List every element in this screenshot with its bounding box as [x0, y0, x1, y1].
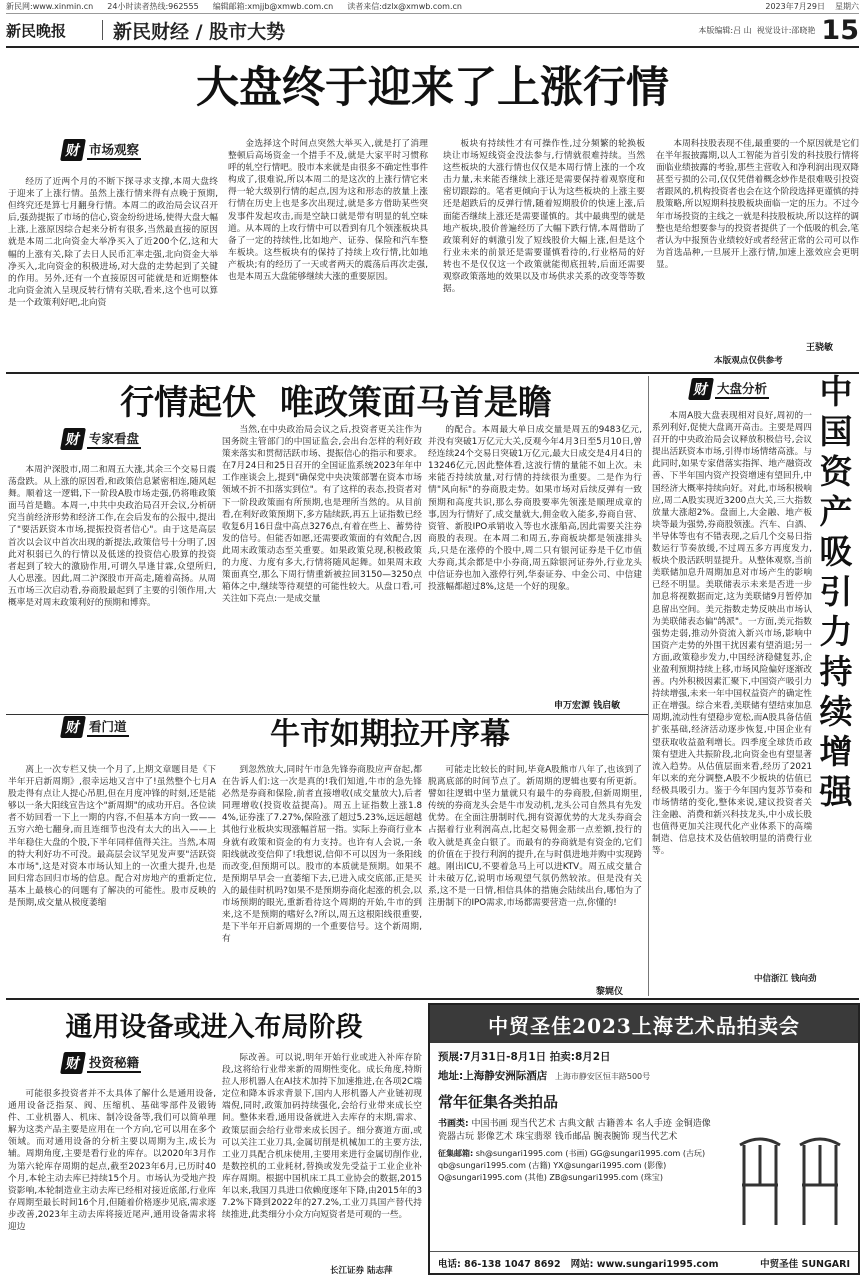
masthead-divider: [102, 20, 103, 40]
article4-col1: [8, 764, 216, 996]
article2-col3-text: 的配合。本周最大单日成交量是周五的9483亿元,并没有突破1万亿元大关,反观今年4月3日至5月10日,曾经连续24个交易日突破1万亿元,最大日成交是4月4日的13246亿元,因此整体看,这波行情的量能不如上次。未来能否持续放量,对行情的持续很为重要。二是作为行情"风向标"的券商股走势。如果市场对后续反弹有一致预期和高度共识,那么券商股要率先领涨是顺理成章的事,因为行情好了,成交量就大,佣金收入能多,券商自营、资管、新股IPO承销收入等也水涨船高,因此需要关注券商股的表现。在本周二和周五,券商板块都是领涨排头兵,只是在涨停的个股中,周二只有银河证券是千亿市值大券商,其余都是中小券商,周五除银河证券外,行业龙头中信证券也加入涨停行列,华泰证券、中金公司、中信建投涨幅都超过8%,这是一个好的现象。: [428, 425, 642, 593]
masthead: [6, 14, 859, 48]
ad-categories-body: 中国书画 现当代艺术 古典文献 古籍善本 名人手迹 金铜造像 瓷器古玩 影像艺术 珠宝翡翠 钱币邮品 腕表腕饰 现当代艺术: [438, 1119, 711, 1142]
designer-line: 视觉设计:邵晓艳: [756, 25, 816, 35]
cai-logo-icon: 财: [60, 1052, 86, 1074]
ad-headline: 常年征集各类拍品: [438, 1093, 559, 1111]
kicker-label: 专家看盘: [87, 429, 141, 449]
article5-col1: [8, 1088, 216, 1276]
ad-website: 网站: www.sungari1995.com: [570, 1258, 719, 1270]
section-rule-1: [6, 372, 859, 374]
article1-col2-text: 金选择这个时间点突然大举买入,就是打了消理整顿后高场资金一个措手不及,就是大家平时习惯称呼的轧空行情吧。股市本来就是由很多不确定性事件构成了,很难说,所以本周二的是这次的上涨行情它来得一轮大级别行情的起点,因为这和形态的放量上涨行情在历史上也是多次出现过,就是多方借助某些突发事件发起攻击,而是空缺口就是带有明显的轧空味道。从本周的上攻行情中可以看到有几个领涨板块具备了一定的持续性,比如地产、证券、保险和汽车整车板块。这些板块有的保持了持续上攻行情,比如地产板块;有的经历了一天或者两天的震荡后再次走强,也是本周五大盘能够继续大涨的重要原因。: [228, 139, 428, 283]
article2-col3: [428, 424, 642, 688]
ad-footer: [430, 1251, 858, 1273]
article4-col2: [222, 764, 422, 996]
editor-email: 编辑邮箱:xmjjb@xmwb.com.cn: [212, 2, 334, 11]
article4-kicker: [62, 716, 129, 738]
article1-col1: [8, 176, 218, 368]
kicker-label: 投资秘籍: [87, 1053, 141, 1073]
article3-vertical-title: 中国资产吸引力持续增强: [819, 372, 853, 811]
section-title: 新民财经 / 股市大势: [113, 20, 286, 43]
ad-emails-head: 征集邮箱:: [438, 1149, 474, 1158]
article1-col2: [228, 138, 428, 368]
cai-logo-icon: 财: [688, 378, 714, 400]
article5-author: 长江证券 陆志萍: [330, 1266, 393, 1276]
paper-name: 新民晚报: [6, 21, 67, 40]
article1-col4-text: 本周科技股表现不佳,最重要的一个原因就是它们在半年报披露期,以人工智能为首引发的科技股行情将面临业绩披露的考验,那些主营收入和净利润出现双降甚至亏损的公司,仅仅凭借着概念炒作是很难吸引投资者跟风的,机构投资者也会在这个阶段选择更谨慎的持股策略,所以短期科技股板块面临一定的压力。不过今年市场投资的主线之一就是科技股板块,所以这样的调整也是给想要参与的投资者提供了一个低吸的机会,笔者认为中报预告业绩较好或者经营正常的公司可以作为首选品种,一旦展开上涨行情,加速上涨效应会更明显。: [656, 139, 859, 270]
article5-col2-text: 际改善。可以说,明年开始行业或进入补库存阶段,这将给行业带来新的周期性变化。成长角度,特斯拉人形机器人在AI技术加持下加速推进,在各项2C端定位和降本诉求背景下,国内人形机器人产业链初现端倪,同时,政策加码持续强化,会给行业带来成长空间。整体来看,通用设备就进入去库存的末期,需求、政策层面会给行业带来成长因子。细分赛道方面,或可以关注工业刀具,金属切削是机械加工的主要方法,工业刀具配合机床使用,主要用来进行金属切削作业,是数控机的工业耗材,替换或发先受益于工业企业补库存周期。根据中国机床工具工业协会的数据,2015年以来,我国刀具进口依赖度逐年下降,由2015年的37.2%下降到2022年的27.2%,工业刀具国产替代持续推进,此类细分小众方向短资者是可观的一些。: [222, 1053, 422, 1221]
cai-logo-icon: 财: [60, 428, 86, 450]
kicker-label: 市场观察: [87, 140, 141, 160]
article2-kicker: [62, 428, 141, 450]
article4-col2-text: 到忽然放大,同时午市急先锋券商股应声奋起,都在告诉人们:这一次是真的!我们知道,牛市的急先锋必然是券商和保险,前者直接增收(成交量放大),后者同理增收(投资收益提高)。周五上证指数上涨1.84%,证券涨了7.27%,保险涨了超过5.23%,远远超越其他行业板块实现涨幅首屈一指。实际上券商行业本身就有政策和资金的有力支持。也许有人会说,一条阳线就改变信仰了!我想说,信仰不可以因为一条阳线而改变,但预期可以。股市的本质就是预期。如果不是预期早早会一直萎缩下去,已进入成交底部,正是买入的最佳时机吗?如果不是预期券商化起涨的机会,以市场预期的眼光,重新看待这个周期的开始,牛市的到来,这不是预期的嗜好么?所以,周五这根阳线很重要,是下半年开启新周期的一个重要信号。这个新周期,有: [222, 765, 422, 945]
article3-author: 中信浙江 钱向劲: [754, 974, 817, 984]
page-number: 15: [821, 14, 859, 46]
article5-kicker: [62, 1052, 141, 1074]
issue-date: 2023年7月29日: [765, 2, 825, 11]
column-divider: [648, 376, 649, 996]
article5-col2: [222, 1052, 422, 1262]
ad-categories-head: 书画类:: [438, 1119, 469, 1129]
disclaimer: 本版观点仅供参考: [714, 356, 783, 366]
article4-col3-text: 可能走比较长的时间,毕竟A股熊市八年了,也该到了脱离底部的时间节点了。新周期的逻辑也要有所更新。譬如往逻辑中坚力量就只有最牛的券商股,但新周期里,传统的券商龙头会是牛市发动机,龙头公司自然具有先发优势。在全面注册制时代,拥有资源优势的大龙头券商会占据着行业利润高点,比起交易佣金那一点差额,投行的收入就是真金白银了。而最有的券商就是有资金的,它们的价值在于投行利润的提升,在与时俱进地并购中实现跨越。刚出ICU,不要着急马上可以进KTV。周五成交量合计未破万亿,说明市场观望气氛仍然较浓。但是没有关系,这不是一日情,相信具体的措施会陆续出台,哪怕为了注册制下的IPO需求,市场都需要营造一点,你懂的!: [428, 765, 642, 909]
article1-col4: [656, 138, 859, 314]
site-url: 新民网:www.xinmin.cn: [6, 2, 94, 11]
ad-categories: [430, 1116, 730, 1146]
chairs-illustration-icon: [730, 1125, 850, 1235]
cai-logo-icon: 财: [60, 139, 86, 161]
article3-body-text: 本周A股大盘表现相对良好,周初的一系列利好,促使大盘离开高击。主要是周四召开的中央政治局会议释放积极信号,会议提出活跃资本市场,引得市场情绪高涨。与此同时,如果专家借落实指挥、地产融资改善、下半年国内资产投资增速有望回升,中国经济大概率持续向好。对此,市场积极响应,周二A股实现近3200点大关,三大指数放量大涨超2%。盘面上,大金融、地产板块等最为强势,券商股领涨。汽车、白酒、半导体等也有不错表现,之后几个交易日指数运行节奏放缓,不过周五多方再度发力,板块个股活跃明显提升。从整体观察,当前美联储加息升周期加息对市场产生的影响已经不明显。美联储表示未来是否进一步加息将视数据而定,这为美联储9月暂停加息留出空间。美元指数走势反映出市场认为美联储表态偏"鸽派"。一方面,美元指数强势走弱,推动外资流入新兴市场,影响中国资产走势的外围干扰因素有望消退;另一方面,政策稳步发力,中国经济稳健复苏,企业盈利预期持续上移,市场风险偏好逐渐改善。内外积极因素汇聚下,中国资产吸引力持续增强,未来一年中国权益资产的确定性正在增强。综合来看,美联储有望结束加息周期,流动性有望稳步宽松,而A股具备估值扩张基础,经济活动逐步恢复,中国企业有望获取收益盈利增长。四季度全球货币政策有望进入共振阶段,北向资金也有望显著流入趋势。从估值层面来看,经历了2021年以来的充分调整,A股不少板块的估值已经极具吸引力。鉴于今年国内复苏节奏和市场情绪的变化,整体来说,建议投资者关注金融、消费和新兴科技龙头,中小成长股也值得更加关注现代化产业体系下的高端制造、信息技术及估值较明显的消费行业等。: [652, 411, 812, 857]
section-rule-3: [6, 998, 859, 1000]
reader-email: 读者来信:dzlx@xmwb.com.cn: [347, 2, 462, 11]
article4-headline: 牛市如期拉开序幕: [270, 717, 510, 752]
article1-author: 王骁敏: [806, 343, 834, 353]
article1-col1-text: 经历了近两个月的不断下探寻求支撑,本周大盘终于迎来了上涨行情。虽然上涨行情来得有点晚于预期,但终究还是算七月翻身行情。本周二的政治局会议召开后,强劲提振了市场的信心,资金纷纷进场,使得大盘大幅上涨,上涨原因综合起来分析有很多,当然最直接的原因就是本周二北向资金大举净买入了近200个亿,这和大幅的上涨有关,除了去日人民币汇率走强,北向资金大举净买入,北向资金的积极进场,对大盘的走势起到了关键的作用。另外,还有一个直接原因可能就是和近期整体北向资金流入呈现反转行情有关联,看来,这个也可以算是一个政策利好吧,北向资: [8, 177, 218, 308]
cai-logo-icon: 财: [60, 716, 86, 738]
top-info-bar: [6, 0, 859, 14]
kicker-label: 大盘分析: [715, 379, 769, 399]
ad-address-line: 地址:上海静安洲际酒店: [438, 1070, 548, 1082]
article2-col1-text: 本周沪深股市,周二和周五大涨,其余三个交易日震荡盘跌。从上涨的原因看,和政策信息紧密相连,随风起舞。顺着这一逻辑,下一阶段A股市场走强,仍将唯政策面马首是瞻。本周一,中共中央政治局召开会议,分析研究当前经济形势和经济工作,在会后发布的公报中,提出了"要活跃资本市场,提振投资者信心"。由于这是高层首次以会议中首次出现的新提法,政策信号十分明了,因此对积弱已久的行情以及低迷的投资信心股算的投资者起到了较大的激励作用,可谓久旱逢甘霖,众望所归,人心思涨。因此,周二沪深股市开高走,随着高扬。从周五市场三次启动看,券商股最起到了主要的引领作用,大概率是对周末政策利好的预期和博弈。: [8, 465, 216, 609]
article2-col2: [222, 424, 422, 712]
ad-title: 中贸圣佳2023上海艺术品拍卖会: [430, 1005, 858, 1043]
article4-author: 黎娓仪: [596, 987, 624, 997]
article5-headline: 通用设备或进入布局阶段: [65, 1012, 363, 1043]
ad-phone: 电话: 86-138 1047 8692: [438, 1258, 561, 1270]
editor-line: 本版编辑:吕 山: [698, 25, 752, 35]
article2-col2-text: 当然,在中央政治局会议之后,投资者更关注作为国务院主管部门的中国证监会,会出台怎样的利好政策来落实和贯彻活跃市场、提振信心的指示和要求。在7月24日和25日召开的全国证监系统2023年年中工作座谈会上,提到"确保党中央决策部署在资本市场领域不折不扣落实到位"。有了这样的表态,投资者对下一阶段政策面有所预期,也是理所当然的。从目前看,在利好政策预期下,多方陆续跃,再五上证指数已经收复6月16日盘中高点3276点,有着在些上、蓄势待发的信号。但能否如愿,还需要政策面的有效配合,因此周末政策动态至关重要。如果政策兑现,积极政策的力度、力度有多大,行情将随风起舞。如果周末政策面真空,那么下周行情重新被拉回3150—3250点箱体之中,继续等待观望的可能性较大。从盘口看,可关注如下亮点:一是成交量: [222, 425, 422, 605]
article1-kicker: [62, 139, 141, 161]
ad-address-sub: 上海市静安区恒丰路500号: [554, 1072, 651, 1081]
ad-brand: 中贸圣佳 SUNGARI: [760, 1258, 850, 1270]
ad-address: [430, 1066, 858, 1085]
reader-hotline: 24小时读者热线:962555: [107, 2, 199, 11]
article4-col3: [428, 764, 642, 982]
article4-col1-text: 离上一次专栏又快一个月了,上期文章题目是《下半年开启新周期》,很幸运地又言中了!虽然整个七月A股走得有点让人提心吊胆,但在月度冲锋的时刻,还是能够以一条大阳线宣告这个"新周期"的成功开启。各位读者不妨回看一下上一期的内容,不但基本方向一致——五穷六绝七翻身,而且连细节也没有太大的出入——上半年稳住大盘的个股,下半年同样值得关注。当然,本周的特大利好功不可没。最高层会议罕见发声要"活跃资本市场",这是对资本市场认知上的一次重大提升,也是回归常态回归市场的信息。配合对房地产的重新定位,基本上最核心的问题有了解决的可能性。股市反映的是预期,成交量从极度萎缩: [8, 765, 216, 909]
article1-col3-text: 板块有持续性才有可操作性,过分频繁的轮换板块让市场短线资金没法参与,行情就很难持续。当然这些板块的大涨行情也仅仅是本周行情上涨的一个攻击力量,未来能否继续上涨还是需要保持着观察度和密切跟踪的。笔者更倾向于认为这些板块的上涨主要还是超跌后的反弹行情,随着短期股价的快速上涨,后面能否继续上涨还是需要谨慎的。其中最典型的就是地产板块,股价普遍经历了大幅下跌行情,本周借助了政策利好的刺激引发了短线股价大幅上涨,但是这个行业未来的前景还是需要谨慎看待的,行业格局的好转也不是仅仅这一个政策就能彻底扭转,后面还需要观察政策落地的效果以及市场供求关系的改变等等数据。: [443, 139, 645, 295]
article5-col1-text: 可能很多投资者并不太具体了解什么是通用设备,通用设备泛指泵、阀、压缩机、基础零部件及锻铸件、工业机器人、机床、制冷设备等,我们可以简单理解为这类产品主要是应用在一个方向,它可以用在多个领域。而对通用设备的分析主要以周期为主,成长为辅。周期角度,主要是看行业的库存。以2020年3月作为第六轮库存周期的起点,截至2023年6月,已历时40个月,本轮主动去库已持续15个月。市场认为受地产投资影响,本轮制造业主动去库已经相对接近底部,行业库存周期至最长时间16个月,但随着价格逐步见底,需求逐步改善,2023年主动去库将接近尾声,通用设备需求将迎边: [8, 1089, 216, 1233]
article3-kicker: [690, 378, 769, 400]
article3-body-full: [652, 410, 812, 962]
article2-headline: 行情起伏 唯政策面马首是瞻: [120, 383, 552, 423]
article2-col1: [8, 464, 216, 712]
article2-author: 申万宏源 钱启敏: [554, 701, 621, 711]
editor-credits: [698, 25, 815, 36]
issue-weekday: 星期六: [835, 2, 859, 11]
auction-advertisement: [428, 1003, 860, 1275]
ad-preview-line: 预展:7月31日-8月1日 拍卖:8月2日: [438, 1051, 611, 1063]
article1-col3: [443, 138, 645, 368]
ad-emails-body: sh@sungari1995.com (书画) GG@sungari1995.com (古玩) qb@sungari1995.com (古籍) YX@sungari1995.com (影像) Q@sungari1995.com (其他) ZB@sungari1995.com (珠宝): [438, 1149, 706, 1182]
article1-headline: 大盘终于迎来了上涨行情: [196, 63, 669, 113]
kicker-label: 看门道: [87, 717, 129, 737]
ad-emails: [430, 1146, 730, 1186]
